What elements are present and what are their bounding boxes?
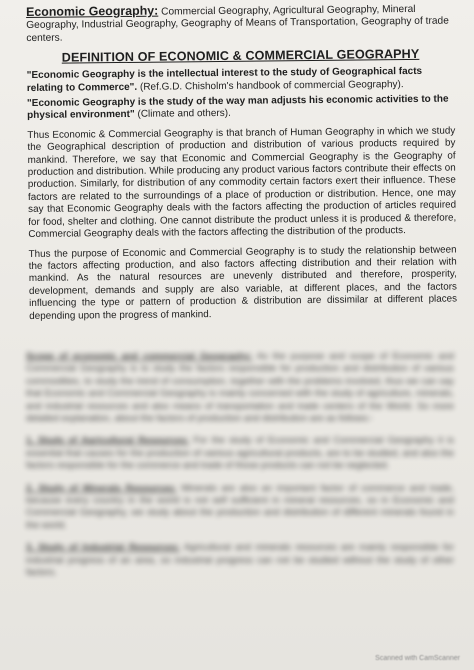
section-heading: Scope of economic and commercial Geography: xyxy=(26,350,253,361)
section-text: For the study of Economic and Commercial Geography it is essential that causes for the production of various agricultural products, are to be studied, and also the factors responsible for the commerce and trade of those products can not be neglected. xyxy=(26,434,454,471)
scanner-watermark: Scanned with CamScanner xyxy=(375,655,460,662)
intro-line xyxy=(26,2,454,46)
paragraph-2: Thus the purpose of Economic and Commercial Geography is to study the relationship between the factors affecting production, and also factors affecting distribution and their relation with mankind. As the natural resources are unevenly distributed and therefore, prosperity, development, demands and supply are also variable, at different places, and the factors influencing the type or pattern of production & distribution are dissimilar at different places depending upon the progress of mankind. xyxy=(28,244,458,322)
minerals-section xyxy=(26,482,454,532)
intro-text: Commercial Geography, Agricultural Geography, Mineral Geography, Industrial Geography, Geography of Means of Transportation, Geography of trade centers. xyxy=(26,3,449,44)
legible-content xyxy=(26,2,457,323)
blurred-content xyxy=(26,350,454,589)
paragraph-1: Thus Economic & Commercial Geography is that branch of Human Geography in which we study the Geographical description of production and distribution of various products required by mankind. Therefore, we say that Economic and Commercial Geography is the Geography of production and distribution. While producing any product various factors contribute their effects on production. Similarly, for distribution of any commodity certain factors exert their influence. These factors are related to the surroundings of a place of production or distribution. Hence, one may say that Economic Geography deals with the factors affecting the production of articles required for food, shelter and clothing. One cannot distribute the product unless it is produced & therefore, Commercial Geography deals with the factors affecting the distribution of the products. xyxy=(27,125,457,241)
quote-reference: (Climate and others). xyxy=(134,108,231,121)
definition-quote-1 xyxy=(27,66,455,95)
quote-text: "Economic Geography is the intellectual interest to the study of Geographical facts relating to Commerce". xyxy=(26,66,423,94)
section-text: Minerals are also an important factor of commerce and trade, because every country in the world is not self sufficient in mineral resources, so in Economic and Commercial Geography, we study about the production and distribution of different minerals found in the world. xyxy=(26,481,454,530)
section-heading: 1. Study of Agricultural Resources: xyxy=(26,434,190,446)
quote-reference: (Ref.G.D. Chisholm's handbook of commercial Geography). xyxy=(137,78,404,93)
definition-quote-2 xyxy=(27,94,455,123)
section-text: As the purpose and scope of Economic and Commercial Geography is to study the factors responsible for production and distribution of various commodities, to study the trend of consumption, together with the problems involved, thus we can say that Economic and Commercial Geography is mainly concerned with the study of agriculture, minerals, and industrial resources and also means of transportation and trade centers of the World. So more detailed explanation, about the factors of production and distribution are as follows:- xyxy=(26,350,454,424)
intro-lead: Economic Geography: xyxy=(25,3,159,19)
section-heading: 3. Study of Industrial Resources: xyxy=(26,541,180,553)
definition-heading: DEFINITION OF ECONOMIC & COMMERCIAL GEOGRAPHY xyxy=(61,47,420,65)
section-text: Agricultural and minerals resources are mainly responsible for industrial progress of an area, so industrial progress can not be studied without the study of other factors. xyxy=(26,541,454,578)
industrial-section xyxy=(26,541,454,578)
quote-text: "Economic Geography is the study of the way man adjusts his economic activities to the physical environment" xyxy=(26,93,449,122)
agricultural-section xyxy=(26,434,454,471)
scope-section xyxy=(26,350,454,424)
section-heading: 2. Study of Minerals Resources: xyxy=(26,481,177,493)
